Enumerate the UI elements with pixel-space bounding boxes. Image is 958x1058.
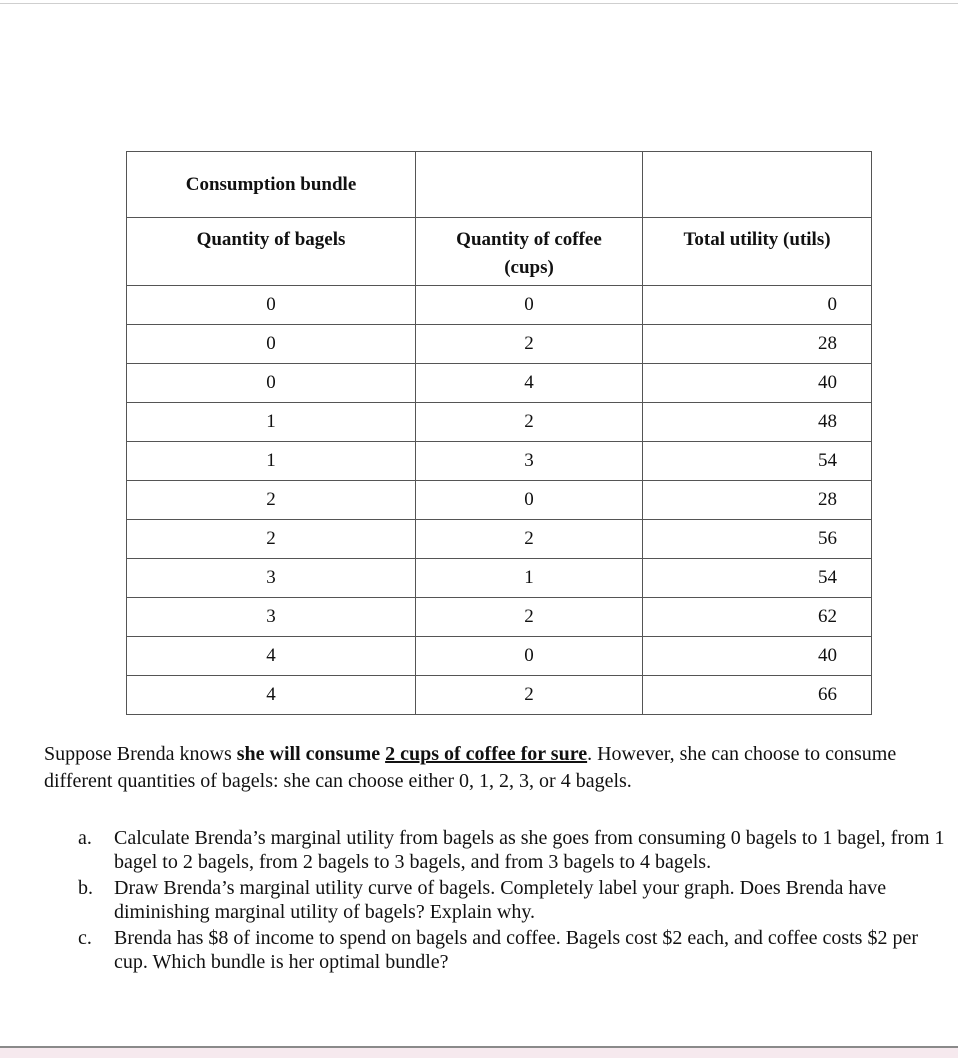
coffee-cell: 2	[416, 520, 643, 559]
utility-cell: 54	[643, 559, 872, 598]
coffee-cell: 2	[416, 598, 643, 637]
coffee-cell: 3	[416, 442, 643, 481]
bagels-cell: 2	[127, 481, 416, 520]
coffee-cell: 2	[416, 403, 643, 442]
part-marker: b.	[78, 877, 93, 899]
coffee-cell: 4	[416, 364, 643, 403]
bagels-cell: 3	[127, 598, 416, 637]
table-row	[127, 676, 872, 715]
part-text: Brenda has $8 of income to spend on bagels and coffee. Bagels cost $2 each, and coffee costs $2 per cup. Which bundle is her optimal bundle?	[114, 927, 919, 973]
table-row	[127, 481, 872, 520]
list-item	[78, 926, 950, 974]
coffee-cell: 1	[416, 559, 643, 598]
utility-cell: 28	[643, 481, 872, 520]
empty-header-cell	[416, 152, 643, 218]
table-row	[127, 559, 872, 598]
empty-header-cell	[643, 152, 872, 218]
table-row	[127, 325, 872, 364]
bagels-cell: 4	[127, 676, 416, 715]
utility-table	[126, 151, 872, 715]
bagels-cell: 3	[127, 559, 416, 598]
coffee-cell: 0	[416, 286, 643, 325]
coffee-cell: 2	[416, 676, 643, 715]
table-row	[127, 286, 872, 325]
bagels-cell: 2	[127, 520, 416, 559]
bagels-cell: 0	[127, 325, 416, 364]
bagels-cell: 4	[127, 637, 416, 676]
coffee-cell: 0	[416, 481, 643, 520]
table-row	[127, 403, 872, 442]
table-row	[127, 364, 872, 403]
table-row	[127, 442, 872, 481]
bagels-cell: 0	[127, 364, 416, 403]
table-row	[127, 637, 872, 676]
utility-cell: 48	[643, 403, 872, 442]
table-column-header-row	[127, 218, 872, 286]
utility-cell: 0	[643, 286, 872, 325]
part-marker: c.	[78, 927, 92, 949]
utility-cell: 56	[643, 520, 872, 559]
table-bundle-header-row	[127, 152, 872, 218]
coffee-cell: 0	[416, 637, 643, 676]
intro-text-start: Suppose Brenda knows	[44, 743, 237, 765]
utility-cell: 62	[643, 598, 872, 637]
part-text: Calculate Brenda’s marginal utility from bagels as she goes from consuming 0 bagels to 1 bagel, from 1 bagel to 2 bagels, from 2 bagels to 3 bagels, and from 3 bagels to 4 bagels.	[114, 827, 945, 873]
column-header-coffee: Quantity of coffee (cups)	[416, 218, 643, 286]
part-marker: a.	[78, 827, 92, 849]
table-row	[127, 598, 872, 637]
utility-cell: 28	[643, 325, 872, 364]
coffee-cell: 2	[416, 325, 643, 364]
utility-cell: 66	[643, 676, 872, 715]
bundle-header-cell: Consumption bundle	[127, 152, 416, 218]
intro-text-end: . However, she can choose to consume different quantities of bagels: she can choose either 0, 1, 2, 3, or 4 bagels.	[44, 743, 897, 792]
column-header-bagels: Quantity of bagels	[127, 218, 416, 286]
intro-bold-text: she will consume	[236, 743, 386, 765]
bagels-cell: 1	[127, 442, 416, 481]
question-parts-list	[78, 826, 950, 976]
list-item	[78, 876, 950, 924]
column-header-utility: Total utility (utils)	[643, 218, 872, 286]
bagels-cell: 1	[127, 403, 416, 442]
utility-cell: 40	[643, 364, 872, 403]
part-text: Draw Brenda’s marginal utility curve of bagels. Completely label your graph. Does Brenda have diminishing marginal utility of bagels? Explain why.	[114, 877, 887, 923]
bagels-cell: 0	[127, 286, 416, 325]
question-intro	[44, 741, 949, 795]
top-divider	[0, 3, 958, 4]
bottom-divider	[0, 1046, 958, 1058]
intro-underlined-text: 2 cups of coffee for sure	[385, 743, 588, 765]
list-item	[78, 826, 950, 874]
utility-cell: 54	[643, 442, 872, 481]
utility-cell: 40	[643, 637, 872, 676]
table-row	[127, 520, 872, 559]
